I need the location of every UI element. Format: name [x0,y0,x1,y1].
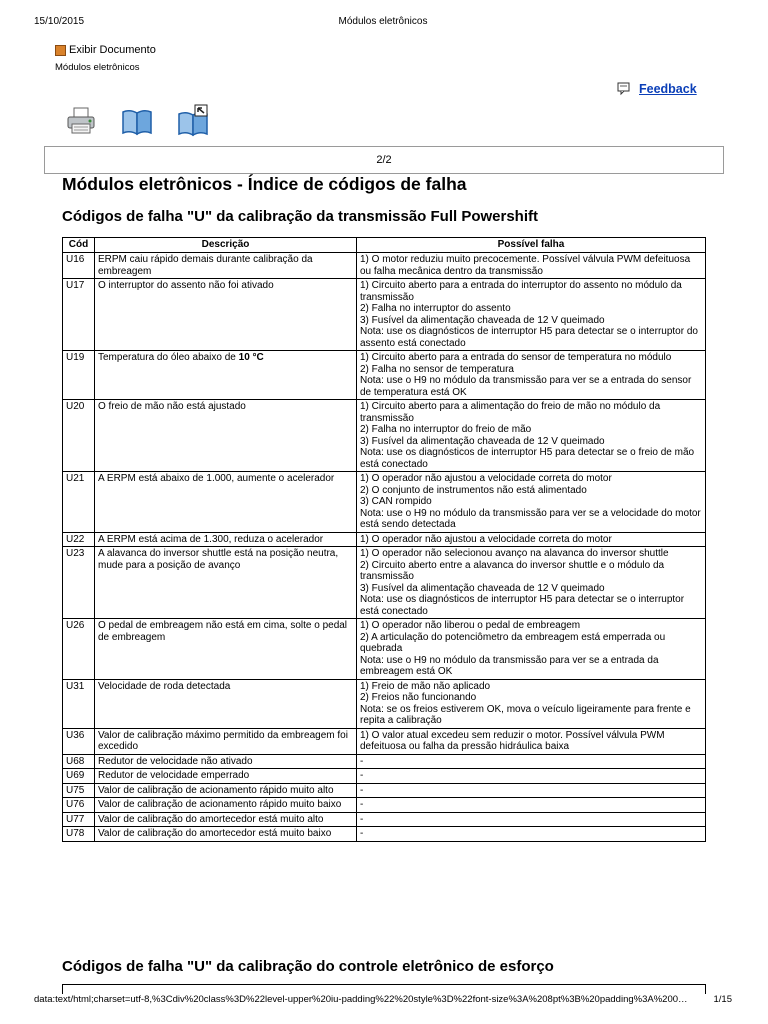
description-text: Redutor de velocidade não ativado [98,755,253,767]
description-text: Valor de calibração de acionamento rápido muito baixo [98,799,342,810]
cell-possible-fault [357,253,706,279]
printer-icon[interactable] [64,104,98,138]
cell-possible-fault [357,754,706,769]
cell-possible-fault [357,728,706,754]
cell-possible-fault [357,619,706,680]
fault-code-table [62,237,706,842]
fault-line: 1) Freio de mão não aplicado [360,680,491,692]
description-text: A ERPM está acima de 1.300, reduza o acelerador [98,533,324,545]
cell-code: U68 [63,754,95,769]
cell-description [95,679,357,728]
fault-line: 2) Falha no sensor de temperatura [360,363,514,375]
description-text: A ERPM está abaixo de 1.000, aumente o acelerador [98,473,335,484]
table-row [63,400,706,472]
page-title: Módulos eletrônicos - Índice de códigos de falha [62,174,467,194]
table-header-row [63,238,706,253]
cell-code: U21 [63,472,95,533]
cell-description [95,400,357,472]
fault-line: 2) A articulação do potenciômetro da embreagem está emperrada ou quebrada [360,631,666,654]
fault-line: 1) O operador não ajustou a velocidade correta do motor [360,473,612,484]
fault-line: Nota: use os diagnósticos de interruptor H5 para detectar se o interruptor do assento está conectado [360,326,698,349]
cell-description [95,769,357,784]
cell-description [95,547,357,619]
cell-description [95,253,357,279]
cell-possible-fault [357,400,706,472]
fault-line: - [360,799,364,810]
cell-code: U19 [63,351,95,400]
description-text: O freio de mão não está ajustado [98,401,246,412]
table-row [63,798,706,813]
cell-description [95,532,357,547]
print-title: Módulos eletrônicos [338,16,428,27]
cell-description [95,827,357,842]
cell-description [95,472,357,533]
fault-line: Nota: se os freios estiverem OK, mova o veículo ligeiramente para frente e repita a calibração [360,703,691,726]
exibir-documento-link[interactable] [55,44,156,56]
fault-line: 1) O valor atual excedeu sem reduzir o motor. Possível válvula PWM defeituosa ou falha da pressão hidráulica baixa [360,729,665,752]
description-text: Valor de calibração do amortecedor está muito baixo [98,828,332,839]
exibir-documento-label: Exibir Documento [69,44,156,56]
page-indicator: 2/2 [44,146,724,174]
cell-code: U76 [63,798,95,813]
fault-line: 2) O conjunto de instrumentos não está alimentado [360,484,587,496]
table-row [63,769,706,784]
header-descricao: Descrição [95,238,357,253]
cell-code: U20 [63,400,95,472]
section-title-transmission: Códigos de falha "U" da calibração da transmissão Full Powershift [62,208,539,225]
next-table-top [62,984,706,994]
fault-line: 1) O operador não selecionou avanço na alavanca do inversor shuttle [360,548,669,559]
cell-description [95,783,357,798]
cell-code: U78 [63,827,95,842]
description-text: Valor de calibração de acionamento rápido muito alto [98,784,334,796]
cell-description [95,798,357,813]
breadcrumb: Módulos eletrônicos [55,62,140,73]
cell-description [95,728,357,754]
table-row [63,472,706,533]
cell-possible-fault [357,472,706,533]
cell-description [95,619,357,680]
fault-line: Nota: use o H9 no módulo da transmissão para ver se a entrada do sensor de temperatura está OK [360,375,692,398]
cell-possible-fault [357,769,706,784]
cell-code: U23 [63,547,95,619]
print-footer [34,994,732,1008]
cell-code: U22 [63,532,95,547]
table-row [63,728,706,754]
description-text: Redutor de velocidade emperrado [98,770,250,781]
cell-possible-fault [357,812,706,827]
fault-line: 1) O motor reduziu muito precocemente. Possível válvula PWM defeituosa ou falha mecânica dentro da transmissão [360,254,691,277]
fault-line: - [360,828,364,839]
fault-line: 3) Fusível da alimentação chaveada de 12 V queimado [360,314,605,326]
cell-code: U26 [63,619,95,680]
fault-line: 1) O operador não ajustou a velocidade correta do motor [360,533,612,545]
feedback-link[interactable]: Feedback [639,82,697,96]
cell-description [95,812,357,827]
fault-line: 3) CAN rompido [360,496,432,507]
table-row [63,783,706,798]
cell-possible-fault [357,783,706,798]
fault-line: 3) Fusível da alimentação chaveada de 12 V queimado [360,582,605,594]
book-open-icon[interactable] [120,104,154,138]
fault-line: 3) Fusível da alimentação chaveada de 12 V queimado [360,435,605,447]
fault-line: - [360,770,364,781]
cell-code: U69 [63,769,95,784]
fault-line: Nota: use os diagnósticos de interruptor H5 para detectar se o interruptor está conectado [360,594,685,617]
table-row [63,351,706,400]
cell-code: U36 [63,728,95,754]
table-row [63,619,706,680]
fault-line: 1) O operador não liberou o pedal de embreagem [360,620,581,631]
table-row [63,827,706,842]
toolbar [64,104,210,138]
cell-possible-fault [357,827,706,842]
fault-line: 1) Circuito aberto para a alimentação do freio de mão no módulo da transmissão [360,401,661,424]
cell-possible-fault [357,351,706,400]
print-page-number: 1/15 [713,994,732,1005]
book-edit-icon[interactable] [176,104,210,138]
document-icon [55,45,66,56]
cell-code: U75 [63,783,95,798]
print-date: 15/10/2015 [34,16,85,27]
fault-line: - [360,784,364,796]
description-text: Valor de calibração do amortecedor está muito alto [98,813,324,825]
table-row [63,532,706,547]
cell-possible-fault [357,547,706,619]
fault-line: Nota: use o H9 no módulo da transmissão para ver se a velocidade do motor está sendo detectada [360,507,701,530]
fault-line: Nota: use os diagnósticos de interruptor H5 para detectar se o freio de mão está conectado [360,447,695,470]
fault-line: 2) Falha no interruptor do freio de mão [360,424,532,435]
cell-description [95,279,357,351]
fault-line: 2) Falha no interruptor do assento [360,303,511,314]
description-text: Temperatura do óleo abaixo de [98,352,236,363]
table-row [63,547,706,619]
feedback-icon[interactable] [617,82,631,96]
table-row [63,279,706,351]
cell-code: U16 [63,253,95,279]
cell-possible-fault [357,279,706,351]
cell-possible-fault [357,679,706,728]
fault-line: 2) Freios não funcionando [360,692,477,703]
header-possivel-falha: Possível falha [357,238,706,253]
cell-code: U77 [63,812,95,827]
fault-line: - [360,755,364,767]
description-emphasis: 10 °C [238,352,264,363]
description-text: A alavanca do inversor shuttle está na posição neutra, mude para a posição de avanço [98,548,339,571]
cell-code: U31 [63,679,95,728]
fault-line: 2) Circuito aberto entre a alavanca do inversor shuttle e o módulo da transmissão [360,559,665,582]
fault-line: 1) Circuito aberto para a entrada do sensor de temperatura no módulo [360,352,672,363]
table-row [63,253,706,279]
header-cod: Cód [63,238,95,253]
print-url: data:text/html;charset=utf-8,%3Cdiv%20class%3D%22level-upper%20iu-padding%22%20style%3D%22font-size%3A%208pt%3B%20padding%3A%200… [34,994,688,1005]
cell-code: U17 [63,279,95,351]
table-row [63,812,706,827]
table-row [63,754,706,769]
section-title-effort-control: Códigos de falha "U" da calibração do controle eletrônico de esforço [62,958,554,975]
description-text: O interruptor do assento não foi ativado [98,280,274,291]
description-text: O pedal de embreagem não está em cima, solte o pedal de embreagem [98,620,348,643]
description-text: Velocidade de roda detectada [98,680,231,692]
print-header [34,16,732,30]
feedback-area [617,82,697,96]
cell-description [95,351,357,400]
description-text: Valor de calibração máximo permitido da embreagem foi excedido [98,729,348,752]
cell-description [95,754,357,769]
description-text: ERPM caiu rápido demais durante calibração da embreagem [98,254,313,277]
cell-possible-fault [357,532,706,547]
cell-possible-fault [357,798,706,813]
table-row [63,679,706,728]
fault-line: Nota: use o H9 no módulo da transmissão para ver se a entrada da embreagem está OK [360,654,659,677]
fault-line: 1) Circuito aberto para a entrada do interruptor do assento no módulo da transmissão [360,280,682,303]
fault-line: - [360,813,364,825]
